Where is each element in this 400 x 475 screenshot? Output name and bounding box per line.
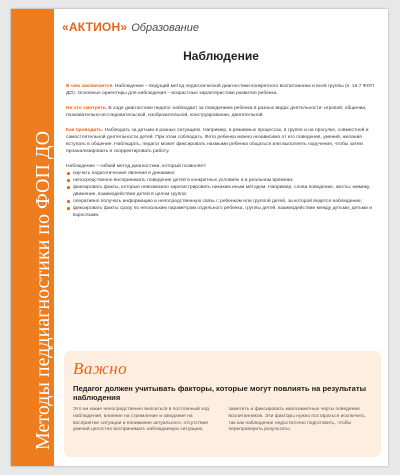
list-item: изучать педагогические явления в динамике; xyxy=(66,170,374,177)
important-columns xyxy=(73,407,373,434)
paragraph-lead: В чем заключается. xyxy=(66,84,114,89)
paragraph-text: В ходе диагностики педагог наблюдает за поведением ребенка в разных видах деятельности: игровой, общении, познавательно-исследовательской, изобразительной, конструировании, двигательной. xyxy=(66,106,367,118)
paragraph-lead: Как проводить. xyxy=(66,128,104,133)
list-item: непосредственно воспринимать поведение детей в конкретных условиях и в реальном времени; xyxy=(66,177,374,184)
brand-logo: «АКТИОН» xyxy=(62,20,128,34)
sidebar xyxy=(11,9,54,466)
list-item: фиксировать факты сразу по нескольким параметрам отдельного ребенка, группы детей, взаимодействие между детьми, детьми и взрослыми. xyxy=(66,205,374,219)
brand-header xyxy=(62,20,199,34)
sidebar-label: Методы педдиагностики по ФОП ДО xyxy=(32,130,54,450)
page-content xyxy=(54,9,388,466)
list-intro: Наблюдение – гибкий метод диагностики, который позволяет: xyxy=(66,164,207,169)
important-column-left: Это ни какие непосредственно вноситься в постоянный ход наблюдения, влияние на стремление и ожидание на восприятие ситуации и понимание актуального, отсутствие умений целостно воспринимать наблюдаемую ситуацию, xyxy=(73,407,209,433)
paragraph-what xyxy=(66,83,374,97)
important-title: Важно xyxy=(73,359,128,378)
brand-subtitle: Образование xyxy=(131,22,199,34)
bullet-list xyxy=(66,170,374,219)
important-heading: Педагог должен учитывать факторы, которые могут повлиять на результаты наблюдения xyxy=(73,384,367,402)
document-page xyxy=(11,9,388,466)
page-title: Наблюдение xyxy=(183,49,259,63)
paragraph-how xyxy=(66,127,374,155)
important-column-right: заметить и фиксировать малозаметные черты поведения воспитанников. Эти факторы нужно постараться исключить, так как наблюдение недостаточно подготовить, чтобы перепроверить результаты. xyxy=(228,407,366,433)
important-box xyxy=(64,351,381,457)
paragraph-watch xyxy=(66,105,374,119)
paragraph-text: Наблюдение – ведущий метод педагогической диагностики конкретного воспитанника и всей группы (п. 16.7 ФОП ДО). Основные ориентиры для наблюдения – возрастные характеристики развития ребенка. xyxy=(66,84,374,96)
list-item: оперативно получать информацию и непосредственную связь с ребенком или группой детей, за которой ведется наблюдение; xyxy=(66,198,374,205)
body-text xyxy=(66,83,374,219)
list-item: фиксировать факты, которые невозможно зарегистрировать никаким иным методом. Например, слова поведение, жесты, мимику, движение, взаимодействие детей в целом группа; xyxy=(66,184,374,198)
paragraph-lead: На что смотреть. xyxy=(66,106,108,111)
paragraph-text: Наблюдать за детьми в разных ситуациях. Например, в режимных процессах, в группе и на прогулке, совместной и самостоятельной деятельности детей. При этом соблюдать. Фото ребенка можно независимо от его поведения, умений, желания вступать в общение. Наблюдать, педагог может фиксировать нахмыми ребенка общаться или выполнять поручения, чтобы затем проанализировать и скорректировать работу. xyxy=(66,128,369,154)
